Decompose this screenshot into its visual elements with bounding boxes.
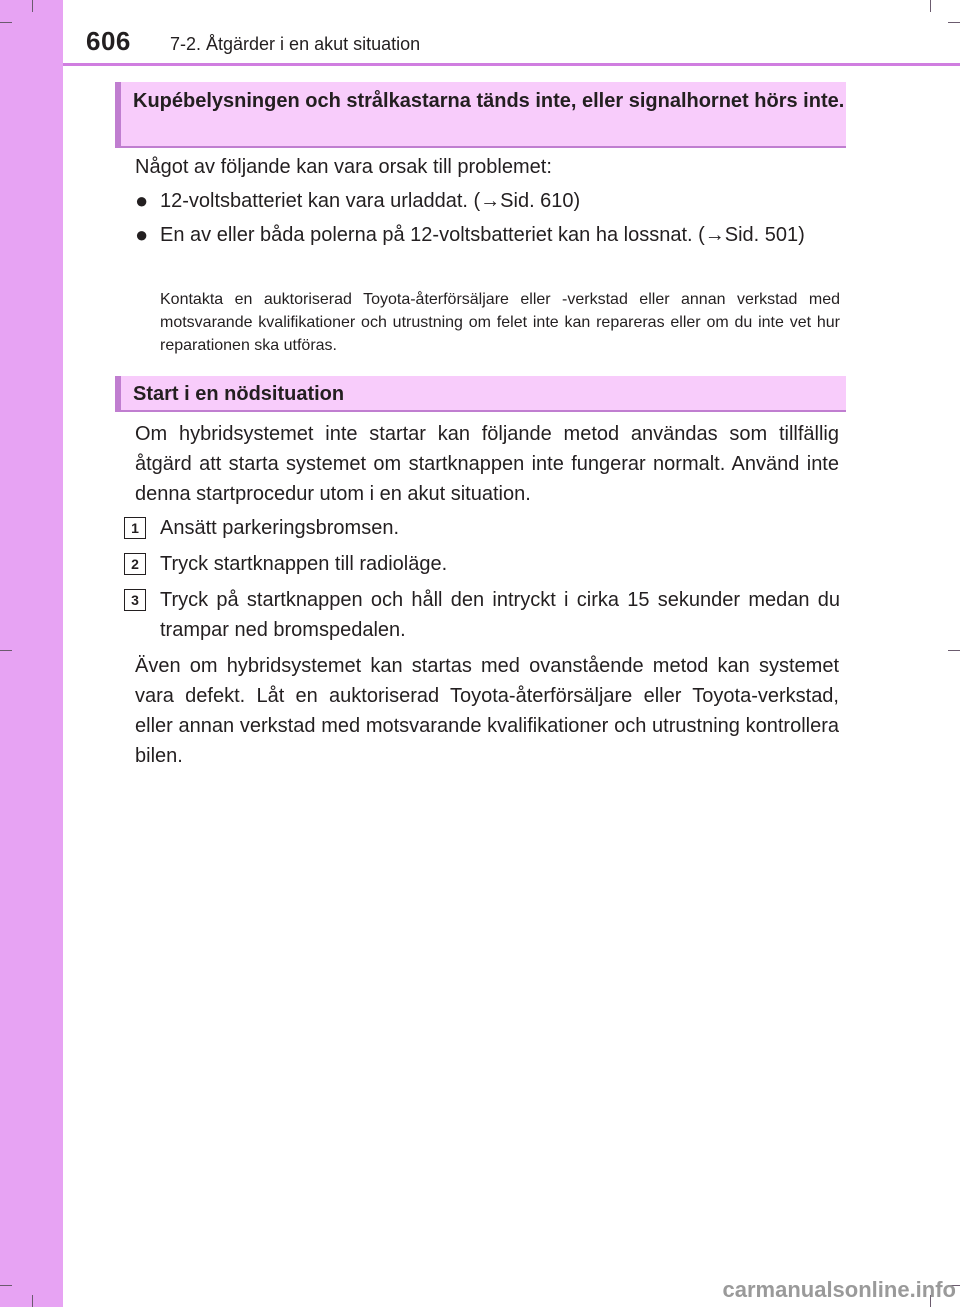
crop-mark (0, 1285, 12, 1286)
crop-mark (948, 650, 960, 651)
step-number-badge: 3 (124, 589, 146, 611)
step-number-badge: 2 (124, 553, 146, 575)
crop-mark (32, 0, 33, 12)
section2-intro: Om hybridsystemet inte startar kan följande metod användas som tillfällig åtgärd att starta systemet om startknappen inte fungerar normalt. Använd inte denna startprocedur utom i en akut situation. (135, 423, 839, 505)
step-text: Ansätt parkeringsbromsen. (160, 517, 400, 539)
section-heading-no-lights: Kupébelysningen och strålkastarna tänds inte, eller signalhornet hörs inte. (115, 82, 846, 148)
bullet-item-battery-discharged: 12-voltsbatteriet kan vara urladdat. (→Sid. 610) (160, 190, 581, 212)
section2-closing: Även om hybridsystemet kan startas med ovanstående metod kan systemet vara defekt. Låt en auktoriserad Toyota-återförsäljare eller Toyota-verkstad, eller annan verkstad med motsvarande kvalifikationer och utrustning kontrollera bilen. (135, 655, 839, 767)
step-text: Tryck på startknappen och håll den intryckt i cirka 15 sekunder medan du trampar ned bromspedalen. (160, 589, 840, 641)
page-sidebar (0, 0, 63, 1307)
section1-intro: Något av följande kan vara orsak till problemet: (135, 156, 552, 178)
section-reference: 7-2. Åtgärder i en akut situation (170, 34, 421, 54)
crop-mark (948, 22, 960, 23)
crop-mark (32, 1295, 33, 1307)
step-text: Tryck startknappen till radioläge. (160, 553, 448, 575)
crop-mark (930, 0, 931, 12)
step-number-badge: 1 (124, 517, 146, 539)
bullet-icon: ● (135, 222, 149, 247)
crop-mark (0, 22, 12, 23)
watermark: carmanualsonline.info (722, 1277, 956, 1302)
header-rule (63, 63, 960, 66)
service-note: Kontakta en auktoriserad Toyota-återförsäljare eller -verkstad eller annan verkstad med motsvarande kvalifikationer och utrustning om felet inte kan repareras eller om du inte vet hur reparationen ska utföras. (160, 291, 840, 354)
page-number: 606 (86, 26, 131, 56)
bullet-item-battery-terminals: En av eller båda polerna på 12-voltsbatteriet kan ha lossnat. (→Sid. 501) (160, 224, 805, 246)
crop-mark (0, 650, 12, 651)
bullet-icon: ● (135, 188, 149, 213)
section-heading-emergency-start: Start i en nödsituation (115, 376, 846, 412)
